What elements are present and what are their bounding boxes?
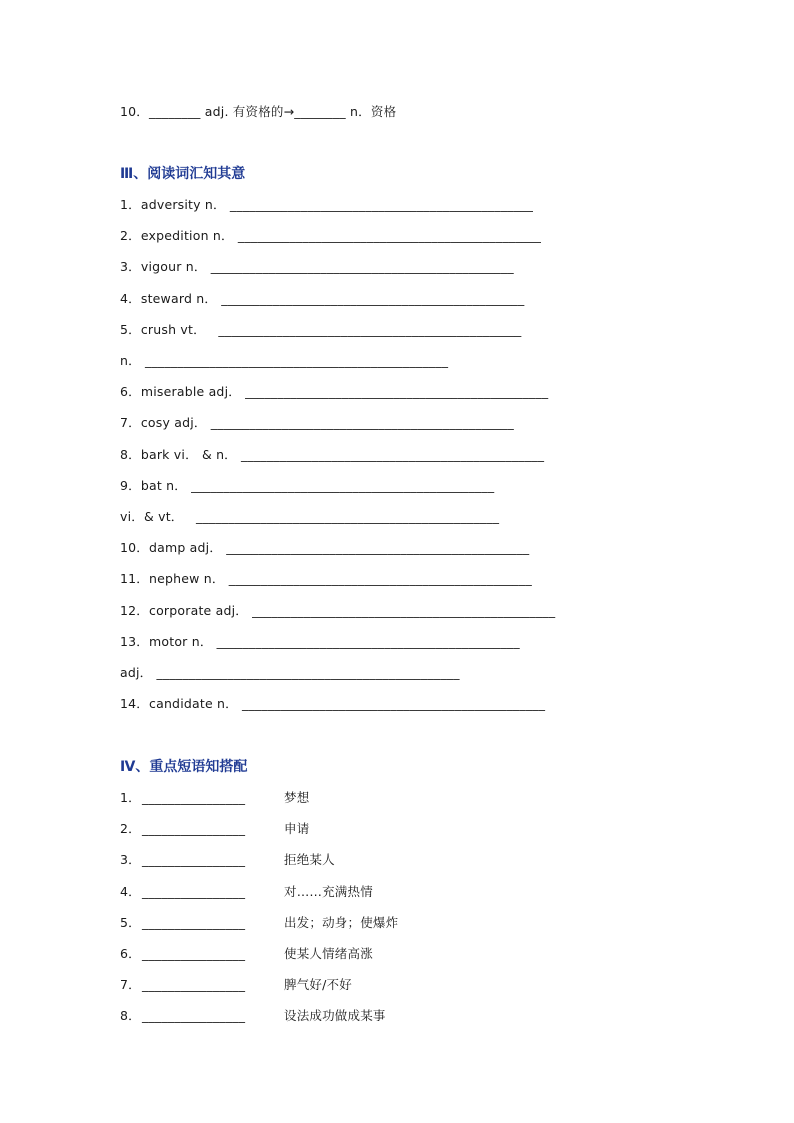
vocab-line: 2．expedition n． _______________________________________________ <box>120 228 542 244</box>
vocab-line: 13．motor n． _______________________________________________ <box>120 633 520 649</box>
phrase-number: 1． <box>120 790 141 805</box>
phrase-blank: ________________ <box>142 790 246 805</box>
vocab-line: 14．candidate n． _______________________________________________ <box>120 696 546 712</box>
phrase-number: 3． <box>120 852 141 868</box>
phrase-meaning: 设法成功做成某事 <box>284 1008 386 1024</box>
vocab-line: 1．adversity n． _______________________________________________ <box>120 197 534 212</box>
vocab-line: adj． _______________________________________________ <box>120 665 460 680</box>
phrase-blank: ________________ <box>142 821 246 837</box>
phrase-meaning: 申请 <box>284 821 310 837</box>
phrase-blank: ________________ <box>142 977 246 993</box>
section4-heading: Ⅳ、重点短语知搭配 <box>120 759 248 775</box>
phrase-blank: ________________ <box>142 946 246 961</box>
phrase-number: 5． <box>120 914 141 930</box>
vocab-line: 6．miserable adj． _______________________________________________ <box>120 384 549 400</box>
vocab-line: 10．damp adj． _______________________________________________ <box>120 540 530 556</box>
vocab-line: 7．cosy adj． _______________________________________________ <box>120 415 514 431</box>
vocab-line: 8．bark vi． & n． _______________________________________________ <box>120 446 545 462</box>
vocab-line: 3．vigour n． _______________________________________________ <box>120 259 514 275</box>
phrase-number: 4． <box>120 883 141 899</box>
section3-heading: Ⅲ、阅读词汇知其意 <box>120 166 246 182</box>
phrase-number: 7． <box>120 977 141 993</box>
phrase-meaning: 使某人情绪高涨 <box>284 946 373 961</box>
vocab-line: 4．steward n． _______________________________________________ <box>120 290 525 306</box>
intro-line: 10．________ adj. 有资格的→________ n．资格 <box>120 104 397 119</box>
phrase-blank: ________________ <box>142 852 246 868</box>
vocab-line: 9．bat n． _______________________________________________ <box>120 477 495 493</box>
vocab-line: n． _______________________________________________ <box>120 353 449 368</box>
phrase-blank: ________________ <box>142 883 246 899</box>
phrase-blank: ________________ <box>142 914 246 930</box>
vocab-line: 11．nephew n． _______________________________________________ <box>120 571 532 587</box>
phrase-number: 6． <box>120 946 141 961</box>
phrase-meaning: 对……充满热情 <box>284 883 373 899</box>
vocab-line: vi．& vt． _______________________________________________ <box>120 509 500 524</box>
phrase-meaning: 出发；动身；使爆炸 <box>284 914 399 930</box>
phrase-meaning: 拒绝某人 <box>284 852 335 868</box>
phrase-blank: ________________ <box>142 1008 246 1024</box>
vocab-line: 12．corporate adj． _______________________________________________ <box>120 602 556 618</box>
phrase-number: 8． <box>120 1008 141 1024</box>
phrase-meaning: 梦想 <box>284 790 310 805</box>
vocab-line: 5．crush vt． _______________________________________________ <box>120 321 522 337</box>
phrase-number: 2． <box>120 821 141 837</box>
phrase-meaning: 脾气好/不好 <box>284 977 352 993</box>
